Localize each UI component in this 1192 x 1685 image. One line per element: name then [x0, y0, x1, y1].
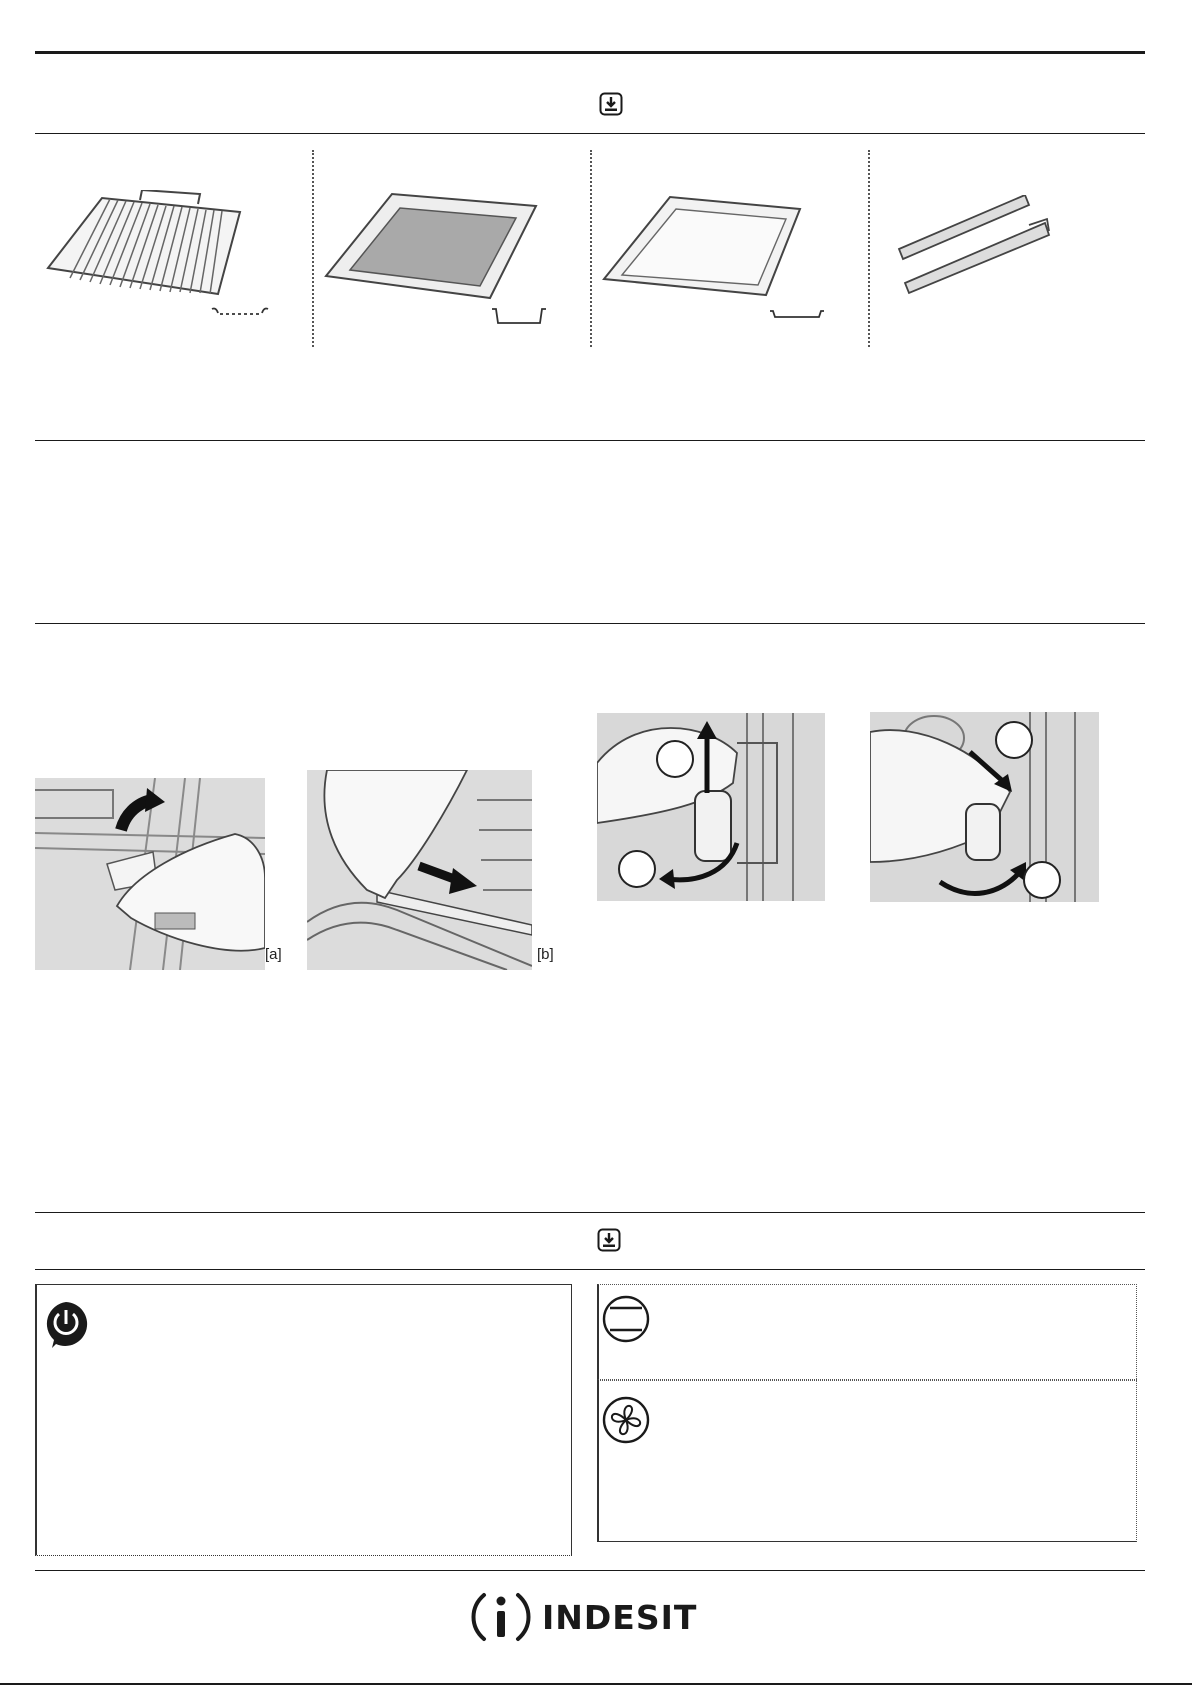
- runner-removal-photo-2: [870, 712, 1099, 902]
- download-icon: [599, 92, 623, 121]
- runner-fitting-photo-a: [35, 778, 265, 970]
- section-rule: [35, 623, 1145, 624]
- sliding-runners-illustration: [895, 195, 1055, 300]
- brand-logo-mark: [470, 1589, 532, 1645]
- brand-name: INDESIT: [542, 1597, 698, 1637]
- wire-shelf-illustration: [40, 190, 250, 305]
- top-rule: [35, 51, 1145, 54]
- accessories-rule: [35, 133, 1145, 134]
- deep-tray-illustration: [320, 190, 540, 305]
- download-icon: [597, 1228, 621, 1257]
- section-rule: [35, 440, 1145, 441]
- eco-function-box: [35, 1284, 572, 1556]
- fan-icon: [602, 1396, 650, 1449]
- top-bottom-heat-icon: [602, 1295, 650, 1348]
- wire-shelf-profile-icon: [210, 305, 270, 324]
- baking-tray-profile-icon: [768, 307, 826, 326]
- eco-power-icon: [42, 1300, 90, 1355]
- section-rule: [35, 1269, 1145, 1270]
- fan-function-box: [597, 1379, 1137, 1542]
- figure-label-b: [b]: [537, 946, 554, 963]
- divider: [312, 150, 314, 347]
- conventional-function-box: [597, 1284, 1137, 1381]
- footer-rule: [35, 1570, 1145, 1571]
- section-rule: [35, 1212, 1145, 1213]
- brand-logo: [470, 1589, 710, 1645]
- baking-tray-illustration: [600, 195, 820, 305]
- deep-tray-profile-icon: [490, 305, 548, 332]
- divider: [868, 150, 870, 347]
- figure-label-a: [a]: [265, 946, 282, 963]
- divider: [590, 150, 592, 347]
- runner-removal-photo-1: [597, 713, 825, 901]
- runner-fitting-photo-b: [307, 770, 532, 970]
